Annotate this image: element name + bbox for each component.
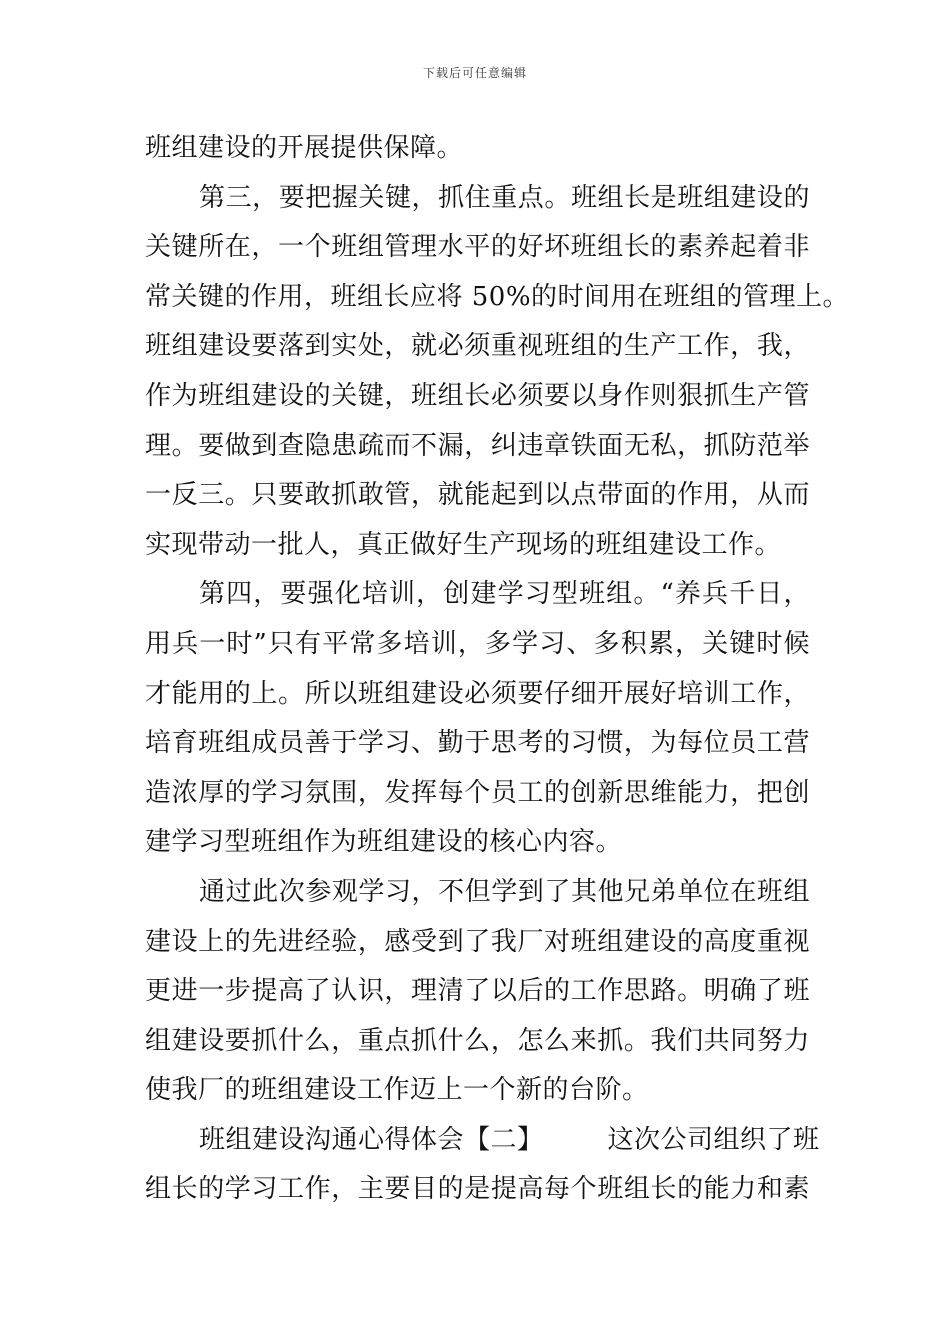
- text-line: 一反三。只要敢抓敢管，就能起到以点带面的作用，从而: [145, 480, 810, 511]
- text-line: 才能用的上。所以班组建设必须要仔细开展好培训工作，: [145, 678, 810, 709]
- text-line: 培育班组成员善于学习、勤于思考的习惯，为每位员工营: [145, 728, 810, 759]
- text-line: 造浓厚的学习氛围，发挥每个员工的创新思维能力，把创: [145, 777, 810, 808]
- text-line: 使我厂的班组建设工作迈上一个新的台阶。: [145, 1075, 649, 1106]
- text-line: 组建设要抓什么，重点抓什么，怎么来抓。我们共同努力: [145, 1025, 810, 1056]
- text-line: 作为班组建设的关键，班组长必须要以身作则狠抓生产管: [145, 380, 810, 411]
- document-body: [145, 124, 850, 1215]
- page-header-note: 下载后可任意编辑: [422, 66, 527, 80]
- text-line: 建设上的先进经验，感受到了我厂对班组建设的高度重视: [145, 926, 810, 957]
- text-line: 班组建设要落到实处，就必须重视班组的生产工作，我，: [145, 331, 810, 362]
- text-line: 实现带动一批人，真正做好生产现场的班组建设工作。: [145, 529, 782, 560]
- section-heading-line: [145, 1116, 820, 1166]
- text-line: 常关键的作用，班组长应将 50%的时间用在班组的管理上。: [145, 281, 850, 312]
- text-line: 理。要做到查隐患疏而不漏，纠违章铁面无私，抓防范举: [145, 430, 810, 461]
- text-line: 班组建设的开展提供保障。: [145, 133, 464, 163]
- text-line: 通过此次参观学习，不但学到了其他兄弟单位在班组: [199, 876, 810, 907]
- text-line: 更进一步提高了认识，理清了以后的工作思路。明确了班: [145, 976, 810, 1007]
- text-line: 组长的学习工作，主要目的是提高每个班组长的能力和素: [145, 1174, 810, 1205]
- paragraph-lines: [145, 124, 850, 1116]
- section-heading: 班组建设沟通心得体会【二】: [199, 1124, 544, 1155]
- text-line: 用兵一时”只有平常多培训，多学习、多积累，关键时候: [145, 628, 810, 659]
- text-line: 第四，要强化培训，创建学习型班组。“养兵千日，: [199, 579, 810, 610]
- text-line: 第三，要把握关键，抓住重点。班组长是班组建设的: [199, 182, 810, 213]
- text-line: 关键所在，一个班组管理水平的好坏班组长的素养起着非: [145, 232, 810, 263]
- text-line: 建学习型班组作为班组建设的核心内容。: [145, 827, 623, 858]
- section-heading-continuation: 这次公司组织了班: [607, 1124, 820, 1155]
